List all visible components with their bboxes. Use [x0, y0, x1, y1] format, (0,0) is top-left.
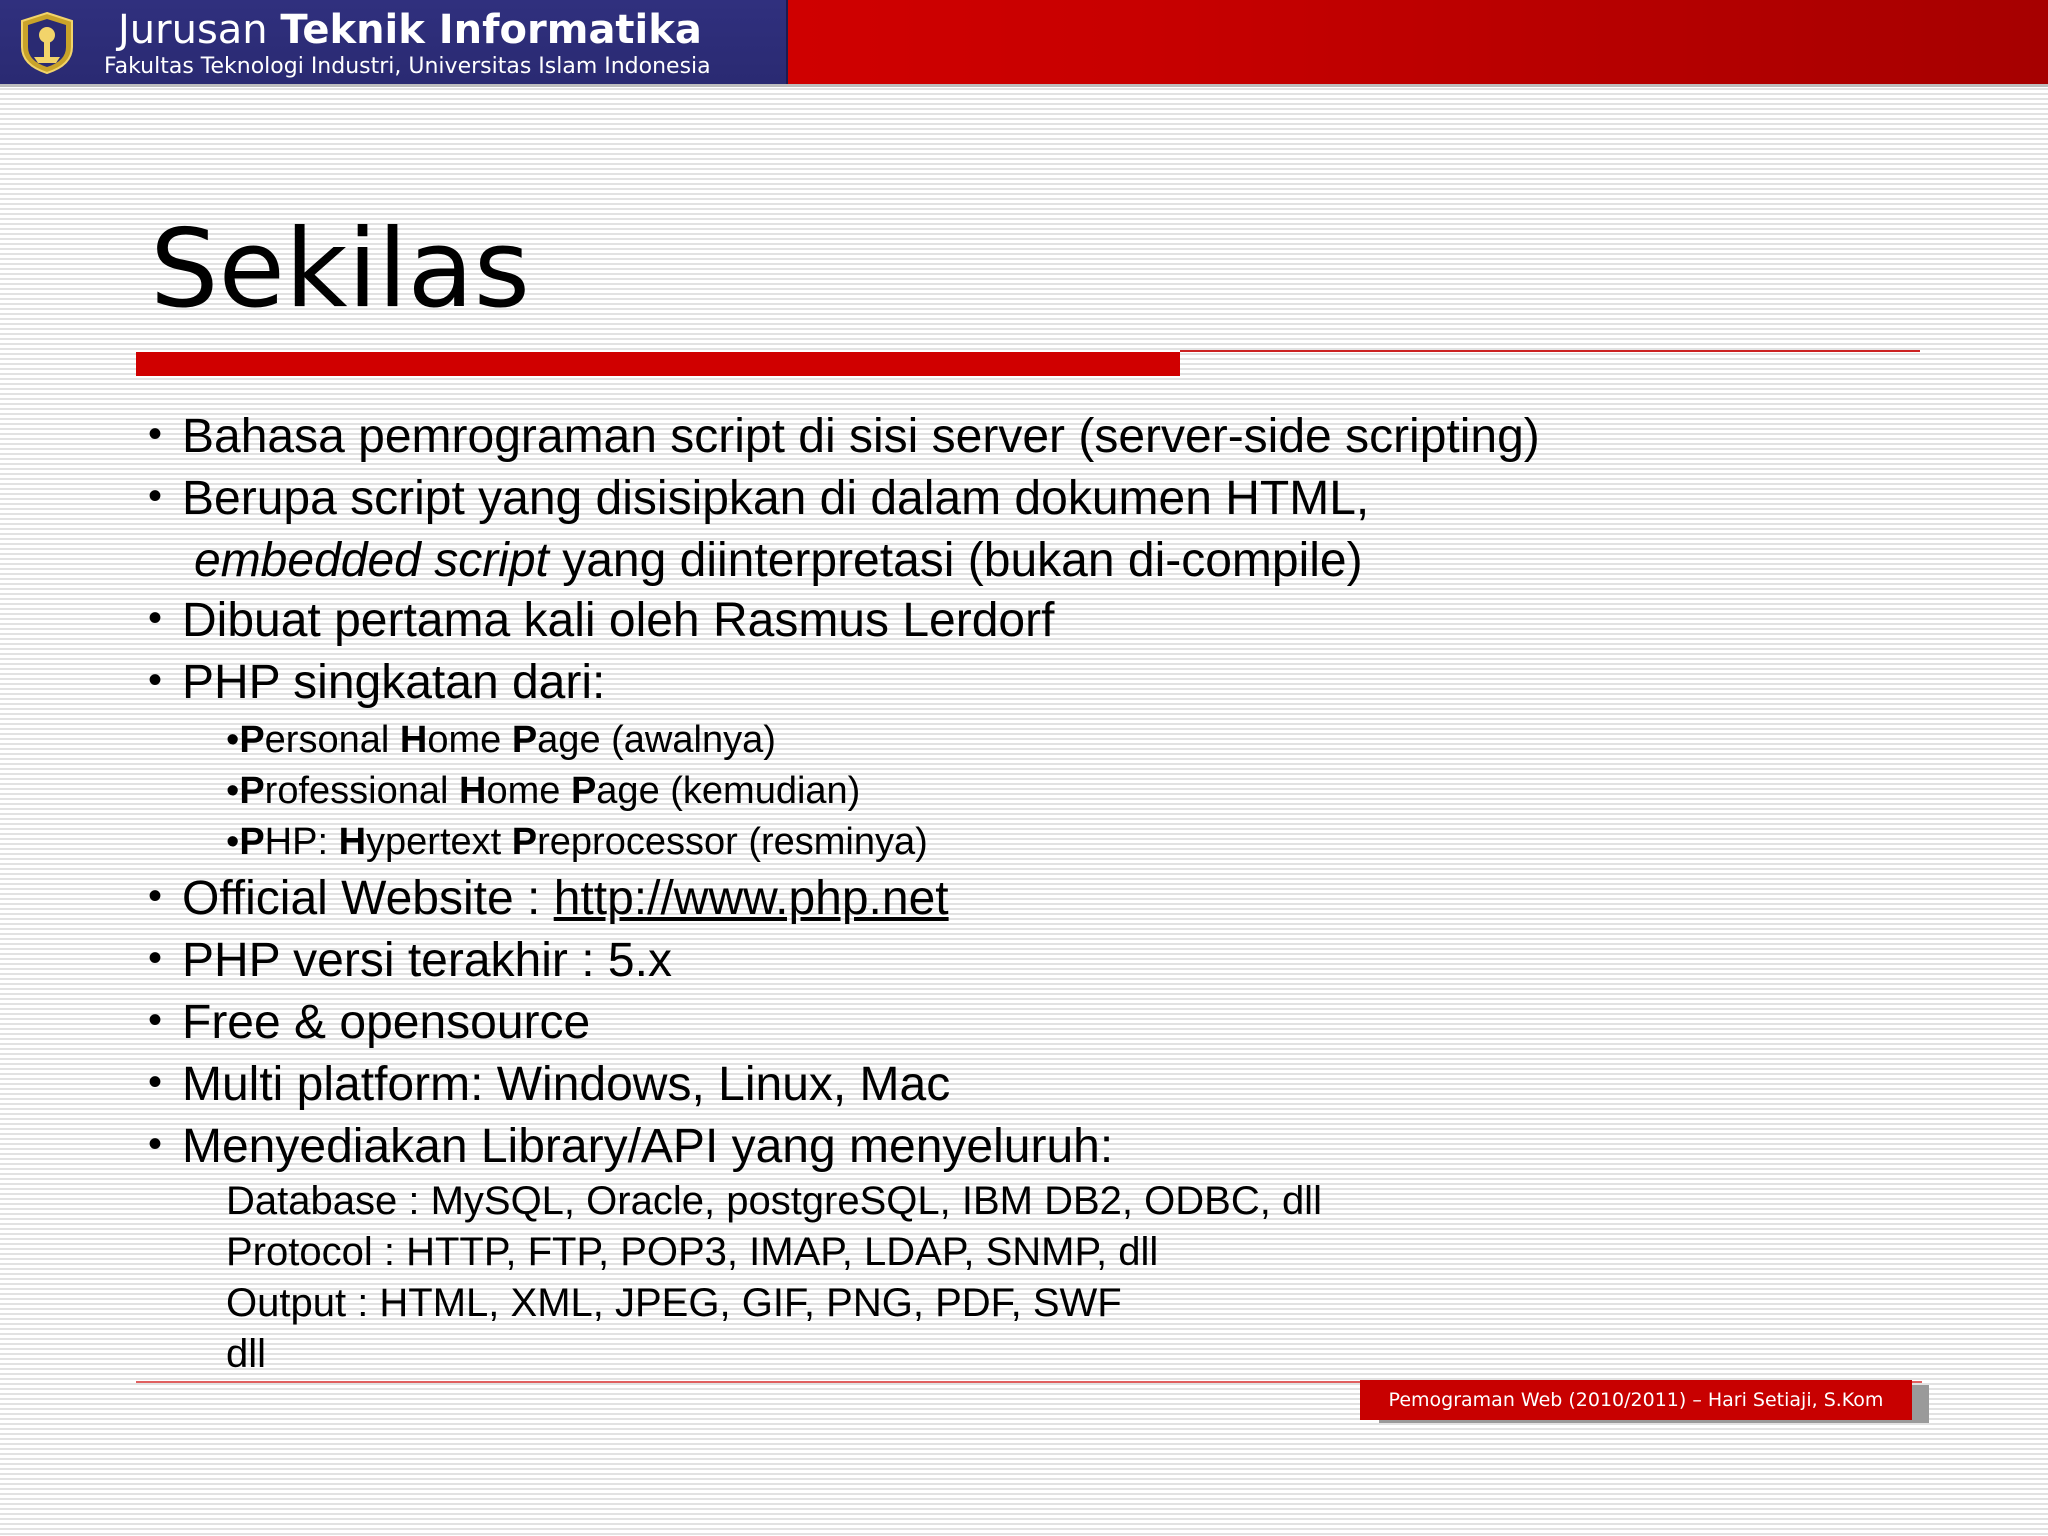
bullet-text: Bahasa pemrograman script di sisi server (server-side scripting)	[182, 410, 1540, 463]
header-divider	[0, 84, 2048, 87]
sub-text: age (kemudian)	[596, 770, 861, 812]
bullet-item	[148, 592, 1054, 650]
acronym-letter: P	[239, 770, 265, 812]
bullet-text: Menyediakan Library/API yang menyeluruh:	[182, 1120, 1114, 1173]
bullet-text: Dibuat pertama kali oleh Rasmus Lerdorf	[182, 594, 1055, 647]
bullet-icon: •	[148, 936, 163, 980]
library-line: Protocol : HTTP, FTP, POP3, IMAP, LDAP, SNMP, dll	[226, 1230, 1159, 1274]
faculty-subtitle: Fakultas Teknologi Industri, Universitas Islam Indonesia	[104, 54, 711, 79]
bullet-text: yang diinterpretasi (bukan di-compile)	[548, 534, 1363, 587]
title-regular: Jurusan	[118, 7, 268, 53]
sub-text: ersonal	[264, 719, 400, 761]
php-website-link[interactable]: http://www.php.net	[553, 872, 949, 925]
bullet-continuation	[194, 532, 1363, 590]
bullet-text: PHP singkatan dari:	[182, 656, 606, 709]
slide-title: Sekilas	[150, 207, 531, 332]
bullet-text: PHP versi terakhir : 5.x	[182, 934, 672, 987]
bullet-icon: •	[148, 412, 163, 456]
sub-text: ome	[486, 770, 571, 812]
bullet-item	[148, 870, 949, 928]
title-underline-thin	[1180, 350, 1920, 352]
bullet-item	[148, 470, 1369, 528]
bullet-item	[148, 1118, 1113, 1176]
university-emblem-icon	[18, 11, 76, 75]
title-bold: Teknik Informatika	[280, 7, 702, 53]
bullet-icon: •	[148, 998, 163, 1042]
sub-bullet-item: •Professional Home Page (kemudian)	[226, 770, 861, 812]
sub-text: ome	[427, 719, 512, 761]
acronym-letter: P	[239, 821, 265, 863]
bullet-item	[148, 932, 672, 990]
sub-text: reprocessor (resminya)	[537, 821, 928, 863]
bullet-item	[148, 1056, 950, 1114]
acronym-letter: P	[511, 719, 538, 761]
bullet-text: Multi platform: Windows, Linux, Mac	[182, 1058, 951, 1111]
department-logo-block	[0, 0, 788, 84]
bullet-icon: •	[148, 658, 163, 702]
sub-text: HP:	[264, 821, 339, 863]
library-line: Output : HTML, XML, JPEG, GIF, PNG, PDF, SWF	[226, 1281, 1122, 1325]
acronym-letter: H	[399, 719, 428, 761]
sub-bullet-item: •PHP: Hypertext Preprocessor (resminya)	[226, 821, 928, 863]
bullet-item	[148, 408, 1540, 466]
acronym-letter: P	[511, 821, 538, 863]
bullet-icon: •	[148, 1122, 163, 1166]
acronym-letter: P	[239, 719, 265, 761]
sub-text: age (awalnya)	[537, 719, 776, 761]
bullet-icon: •	[148, 596, 163, 640]
library-line: dll	[226, 1332, 267, 1376]
acronym-letter: H	[338, 821, 367, 863]
bullet-icon: •	[148, 1060, 163, 1104]
italic-term: embedded script	[194, 534, 549, 587]
bullet-item	[148, 994, 590, 1052]
bullet-text: Free & opensource	[182, 996, 591, 1049]
department-title	[118, 4, 702, 56]
footer-credit: Pemograman Web (2010/2011) – Hari Setiaji, S.Kom	[1360, 1380, 1912, 1420]
bullet-text: Official Website :	[182, 872, 554, 925]
bullet-icon: •	[148, 474, 163, 518]
bullet-icon: •	[148, 874, 163, 918]
acronym-letter: H	[459, 770, 487, 812]
sub-text: rofessional	[264, 770, 459, 812]
acronym-letter: P	[570, 770, 597, 812]
library-line: Database : MySQL, Oracle, postgreSQL, IBM DB2, ODBC, dll	[226, 1179, 1322, 1223]
sub-bullet-item: •Personal Home Page (awalnya)	[226, 719, 776, 761]
sub-text: ypertext	[366, 821, 512, 863]
title-underline-thick	[136, 352, 1180, 376]
bullet-item	[148, 654, 605, 712]
bullet-text: Berupa script yang disisipkan di dalam dokumen HTML,	[182, 472, 1370, 525]
